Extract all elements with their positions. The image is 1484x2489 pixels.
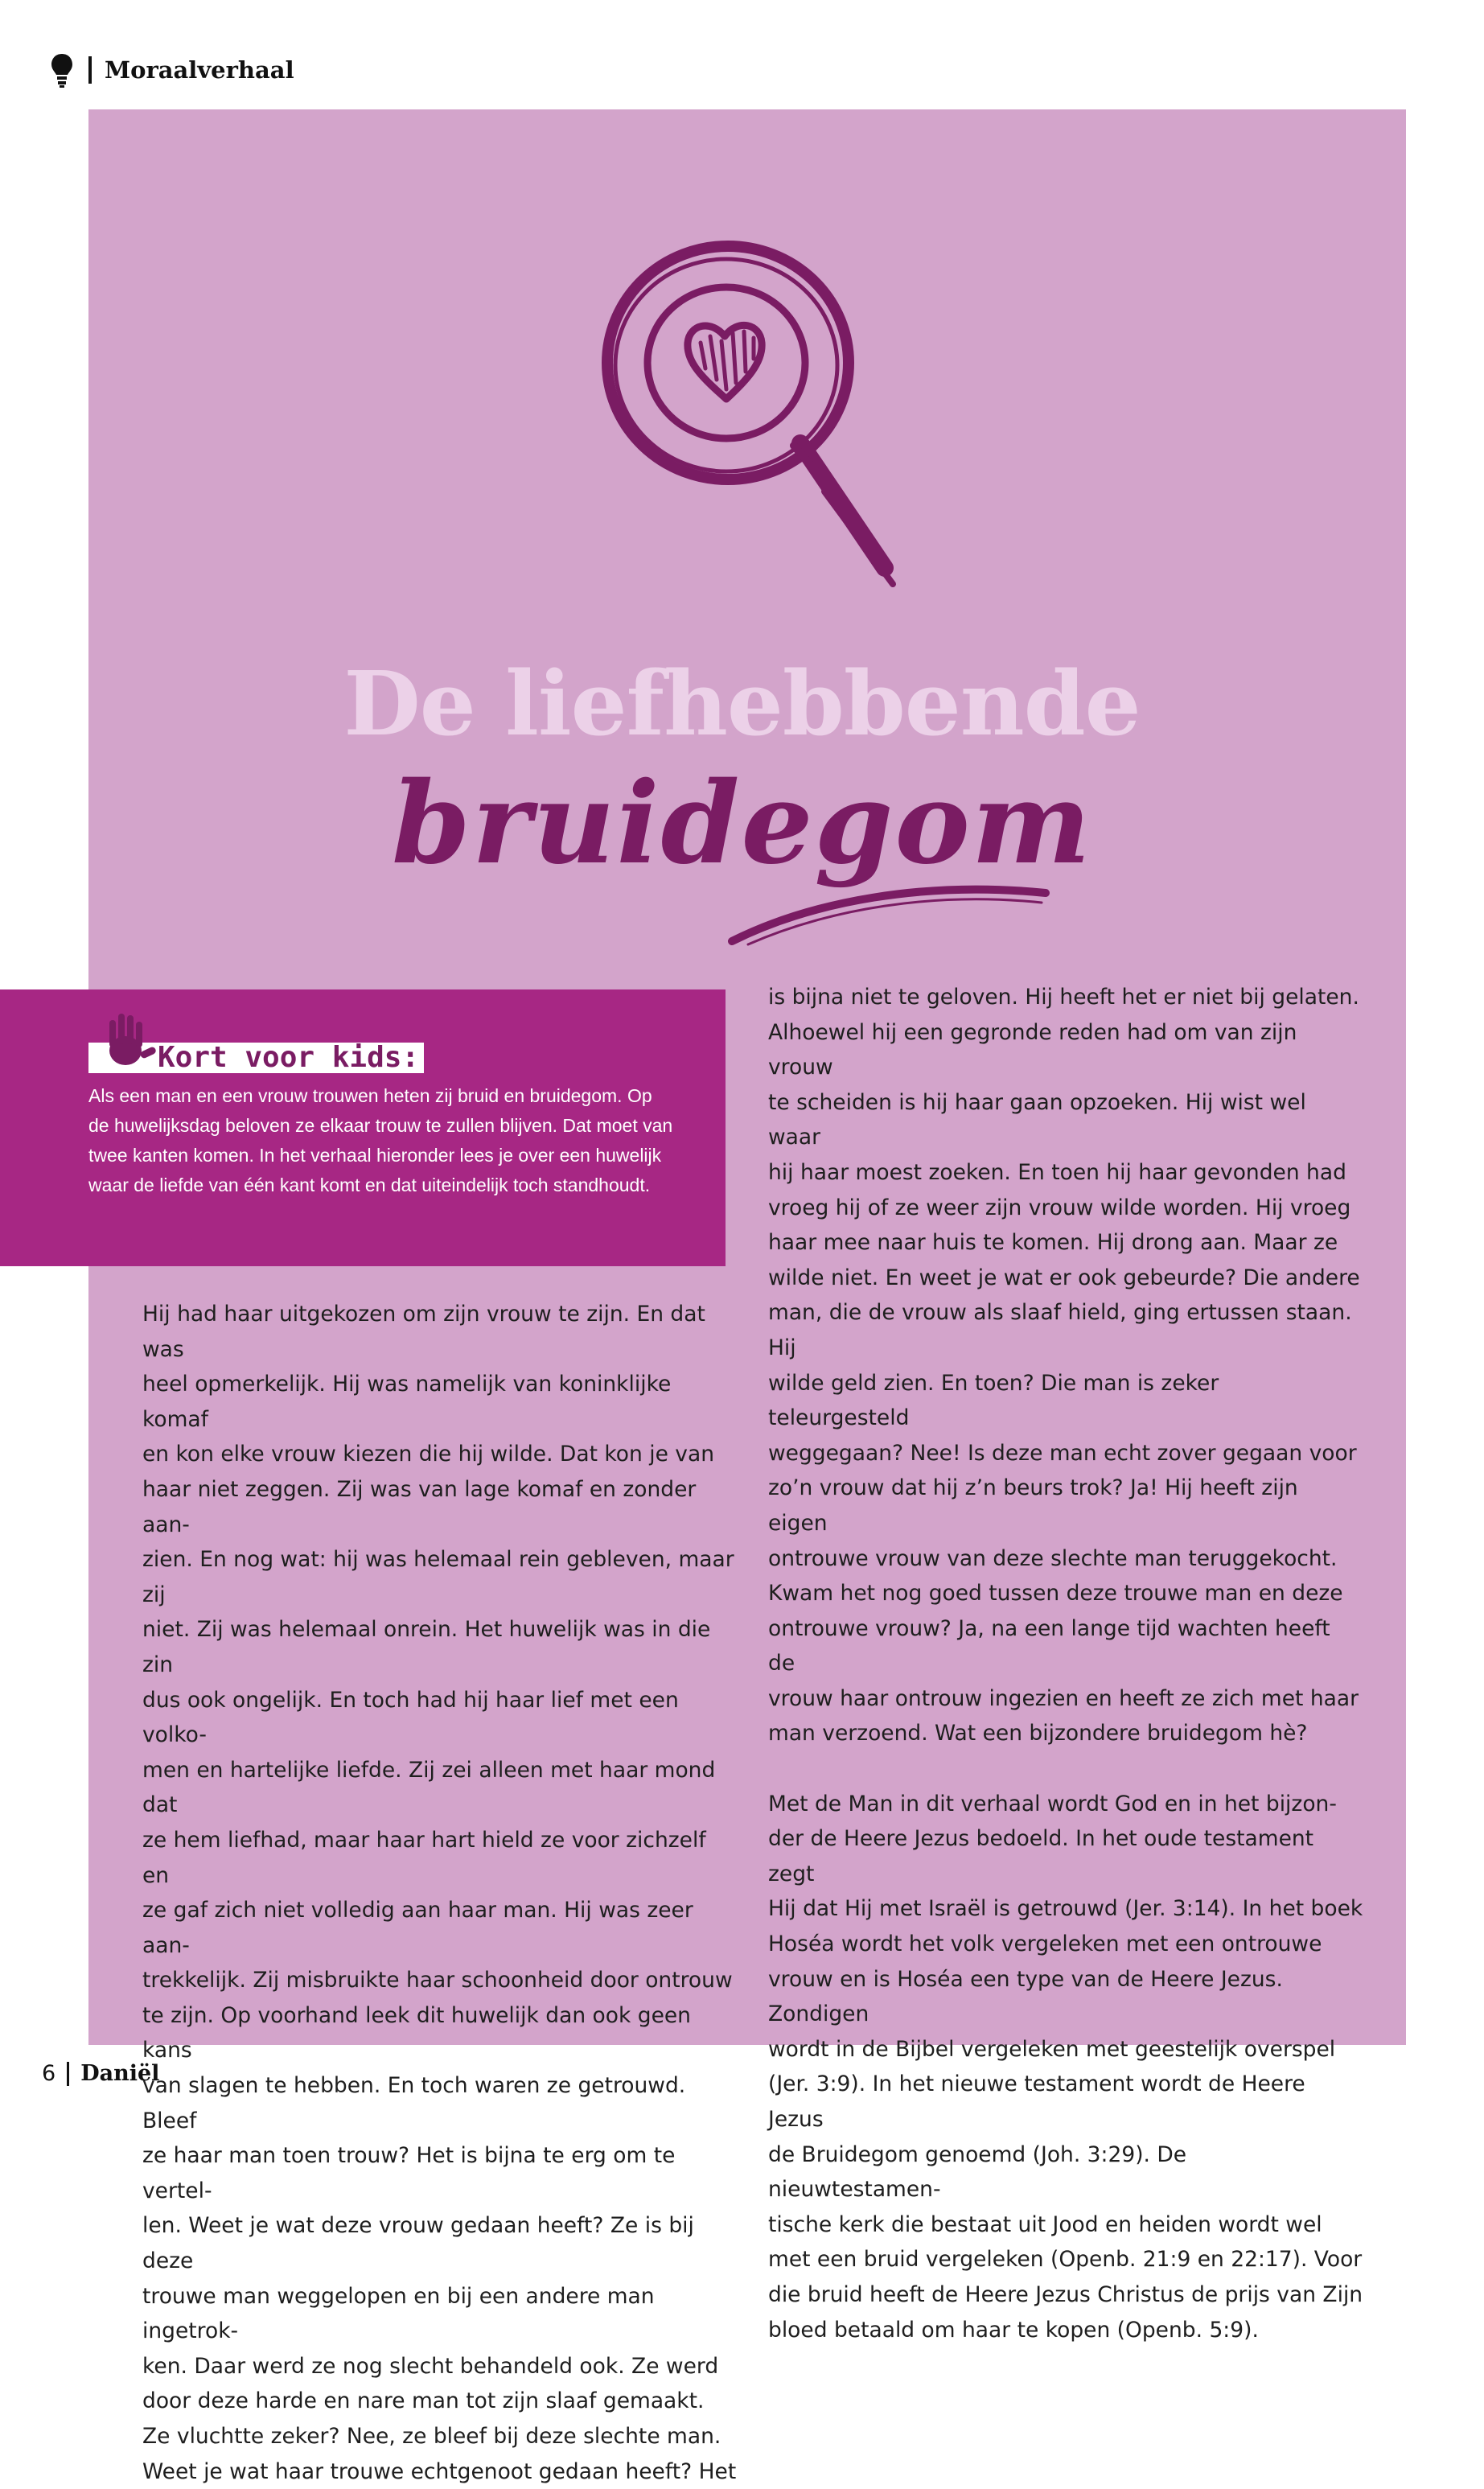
kids-label: Kort voor kids: <box>158 1041 420 1074</box>
page-footer <box>42 2061 159 2086</box>
section-label: Moraalverhaal <box>105 56 294 84</box>
lightbulb-icon <box>50 52 74 88</box>
page-number: 6 <box>42 2061 56 2086</box>
handprint-icon <box>93 1009 158 1073</box>
magazine-name: Daniël <box>80 2061 160 2086</box>
page-header <box>50 50 294 90</box>
title-swash <box>724 885 1062 949</box>
article-paragraph: is bijna niet te geloven. Hij heeft het er niet bij gelaten. Alhoewel hij een gegronde reden had om van zijn vrouw te scheiden is hij haar gaan opzoeken. Hij wist wel waar hij haar moest zoeken. En toen hij haar gevonden had vroeg hij of ze weer zijn vrouw wilde worden. Hij vroeg haar mee naar huis te komen. Hij drong aan. Maar ze wilde niet. En weet je wat er ook gebeurde? Die andere man, die de vrouw als slaaf hield, ging ertussen staan. Hij wilde geld zien. En toen? Die man is zeker teleurgesteld weggegaan? Nee! Is deze man echt zover gegaan voor zo’n vrouw dat hij z’n beurs trok? Ja! Hij heeft zijn eigen ontrouwe vrouw van deze slechte man teruggekocht. Kwam het nog goed tussen deze trouwe man en deze ontrouwe vrouw? Ja, na een lange tijd wachten heeft de vrouw haar ontrouw ingezien en heeft ze zich met haar man verzoend. Wat een bijzondere bruidegom hè? <box>768 985 1360 1746</box>
frying-pan-heart-icon <box>583 230 921 600</box>
title-line-2: bruidegom <box>392 758 1092 890</box>
article-column-right <box>768 980 1363 2347</box>
footer-divider <box>67 2062 69 2086</box>
kids-text: Als een man en een vrouw trouwen heten zij bruid en bruidegom. Op de huwelijksdag beloven ze elkaar trouw te zullen blijven. Dat moet van twee kanten komen. In het verhaal hieronder lees je over een huwelijk waar de liefde van één kant komt en dat uiteindelijk toch standhoudt. <box>88 1085 673 1195</box>
article-paragraph: Hij had haar uitgekozen om zijn vrouw te zijn. En dat was heel opmerkelijk. Hij was namelijk van koninklijke komaf en kon elke vrouw kiezen die hij wilde. Dat kon je van haar niet zeggen. Zij was van lage komaf en zonder aan- zien. En nog wat: hij was helemaal rein gebleven, maar zij niet. Zij was helemaal onrein. Het huwelijk was in die zin dus ook ongelijk. En toch had hij haar lief met een volko- men en hartelijke liefde. Zij zei alleen met haar mond dat ze hem liefhad, maar haar hart hield ze voor zichzelf en ze gaf zich niet volledig aan haar man. Hij was zeer aan- trekkelijk. Zij misbruikte haar schoonheid door ontrouw te zijn. Op voorhand leek dit huwelijk dan ook geen kans van slagen te hebben. En toch waren ze getrouwd. Bleef ze haar man toen trouw? Het is bijna te erg om te vertel- len. Weet je wat deze vrouw gedaan heeft? Ze is bij deze trouwe man weggelopen en bij een andere man ingetrok- ken. Daar werd ze nog slecht behandeld ook. Ze werd door deze harde en nare man tot zijn slaaf gemaakt. Ze vluchtte zeker? Nee, ze bleef bij deze slechte man. Weet je wat haar trouwe echtgenoot gedaan heeft? Het <box>142 1302 737 2484</box>
article-column-left <box>142 1297 738 2489</box>
article-paragraph: Met de Man in dit verhaal wordt God en in het bijzon- der de Heere Jezus bedoeld. In het oude testament zegt Hij dat Hij met Israël is getrouwd (Jer. 3:14). In het boek Hoséa wordt het volk vergeleken met een ontrouwe vrouw en is Hoséa een type van de Heere Jezus. Zondigen wordt in de Bijbel vergeleken met geestelijk overspel (Jer. 3:9). In het nieuwe testament wordt de Heere Jezus de Bruidegom genoemd (Joh. 3:29). De nieuwtestamen- tische kerk die bestaat uit Jood en heiden wordt wel met een bruid vergeleken (Openb. 21:9 en 22:17). Voor die bruid heeft de Heere Jezus Christus de prijs van Zijn bloed betaald om haar te kopen (Openb. 5:9). <box>768 1791 1363 2343</box>
kids-box <box>0 989 726 1266</box>
title-line-1: De liefhebbende <box>343 652 1141 755</box>
header-divider <box>88 56 92 84</box>
